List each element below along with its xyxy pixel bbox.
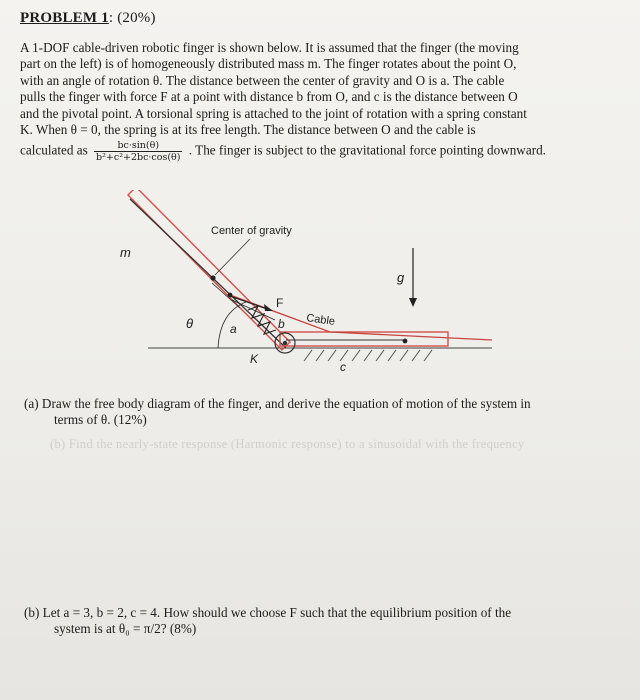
label-K: K <box>250 352 259 366</box>
label-c: c <box>340 360 346 374</box>
question-a-line: terms of θ. (12%) <box>54 412 147 427</box>
fraction-denominator: b²+c²+2bc·cos(θ) <box>96 152 181 164</box>
question-a <box>24 396 584 428</box>
cog-leader-line <box>215 239 250 275</box>
label-gravity-g: g <box>397 270 405 285</box>
statement-line: part on the left) is of homogeneously distributed mass m. The finger rotates about the point O, <box>20 56 517 72</box>
distance-fraction <box>94 140 182 163</box>
cable-attachment-point <box>228 293 233 298</box>
gravity-arrowhead <box>409 298 417 307</box>
label-mass-m: m <box>120 245 131 260</box>
problem-statement <box>20 40 580 163</box>
statement-line: pulls the finger with force F at a point with distance b from O, and c is the distance between O <box>20 89 518 105</box>
statement-line: and the pivotal point. A torsional spring is attached to the joint of rotation with a spring constant <box>20 105 527 121</box>
question-a-line: (a) Draw the free body diagram of the finger, and derive the equation of motion of the system in <box>24 396 531 411</box>
statement-line: K. When θ = 0, the spring is at its free length. The distance between O and the cable is <box>20 122 476 138</box>
label-theta: θ <box>186 316 194 331</box>
fraction-numerator: bc·sin(θ) <box>94 140 182 152</box>
label-b: b <box>278 317 285 331</box>
finger-body <box>128 190 290 350</box>
problem-label: PROBLEM 1 <box>20 10 109 26</box>
finger-diagram <box>100 190 520 380</box>
label-a: a <box>230 322 237 336</box>
label-cable: Cable <box>305 312 336 328</box>
problem-title <box>20 10 156 27</box>
finger-centerline <box>130 199 286 348</box>
formula-line <box>20 140 580 163</box>
question-b-line: (b) Let a = 3, b = 2, c = 4. How should we choose F such that the equilibrium position of the <box>24 605 512 620</box>
calc-prefix: calculated as <box>20 142 88 158</box>
label-force-F: F <box>276 296 284 310</box>
center-of-gravity-dot <box>210 275 215 280</box>
problem-weight: : (20%) <box>108 10 156 26</box>
cable-pivot-point <box>403 339 408 344</box>
statement-line: with an angle of rotation θ. The distance between the center of gravity and O is a. The cable <box>20 72 505 88</box>
faded-text: (b) Find the nearly-state response (Harmonic response) to a sinusoidal with the frequency <box>50 437 525 451</box>
question-b <box>24 605 594 637</box>
calc-suffix: . The finger is subject to the gravitational force pointing downward. <box>188 142 546 158</box>
force-arrowhead <box>264 304 273 311</box>
finger-diagram-svg <box>100 190 520 380</box>
question-b-line: system is at θ₀ = π/2? (8%) <box>54 621 197 636</box>
ground-hatching <box>304 350 432 361</box>
label-center-of-gravity: Center of gravity <box>211 225 292 237</box>
statement-line: A 1-DOF cable-driven robotic finger is shown below. It is assumed that the finger (the moving <box>20 40 519 55</box>
joint-pin <box>283 341 287 345</box>
